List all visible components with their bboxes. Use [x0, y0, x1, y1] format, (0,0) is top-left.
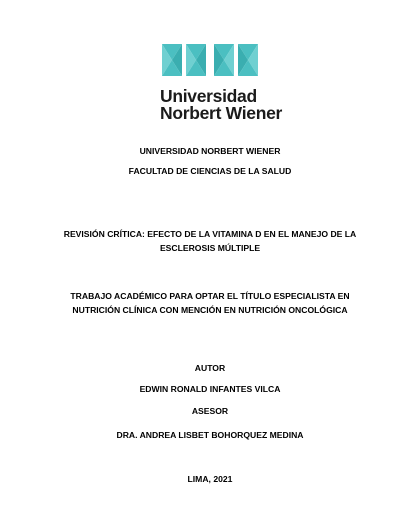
advisor-label: ASESOR — [191, 406, 229, 416]
degree-line1: TRABAJO ACADÉMICO PARA OPTAR EL TÍTULO ESPECIALISTA EN — [70, 291, 350, 301]
logo-text-line2: Norbert Wiener — [160, 103, 283, 123]
author-label: AUTOR — [194, 363, 226, 373]
thesis-title-line2: ESCLEROSIS MÚLTIPLE — [159, 243, 261, 253]
logo-text-line1: Universidad — [160, 86, 257, 106]
author-name: EDWIN RONALD INFANTES VILCA — [139, 384, 281, 394]
degree-line2: NUTRICIÓN CLÍNICA CON MENCIÓN EN NUTRICIÓN ONCOLÓGICA — [72, 305, 348, 315]
logo-emblem-icon — [160, 40, 260, 80]
university-name: UNIVERSIDAD NORBERT WIENER — [139, 146, 281, 156]
thesis-title-line1: REVISIÓN CRÍTICA: EFECTO DE LA VITAMINA D EN EL MANEJO DE LA — [63, 229, 357, 239]
university-logo — [160, 40, 283, 123]
faculty-name: FACULTAD DE CIENCIAS DE LA SALUD — [128, 166, 292, 176]
place-year: LIMA, 2021 — [187, 474, 233, 484]
advisor-name: DRA. ANDREA LISBET BOHORQUEZ MEDINA — [116, 430, 304, 440]
